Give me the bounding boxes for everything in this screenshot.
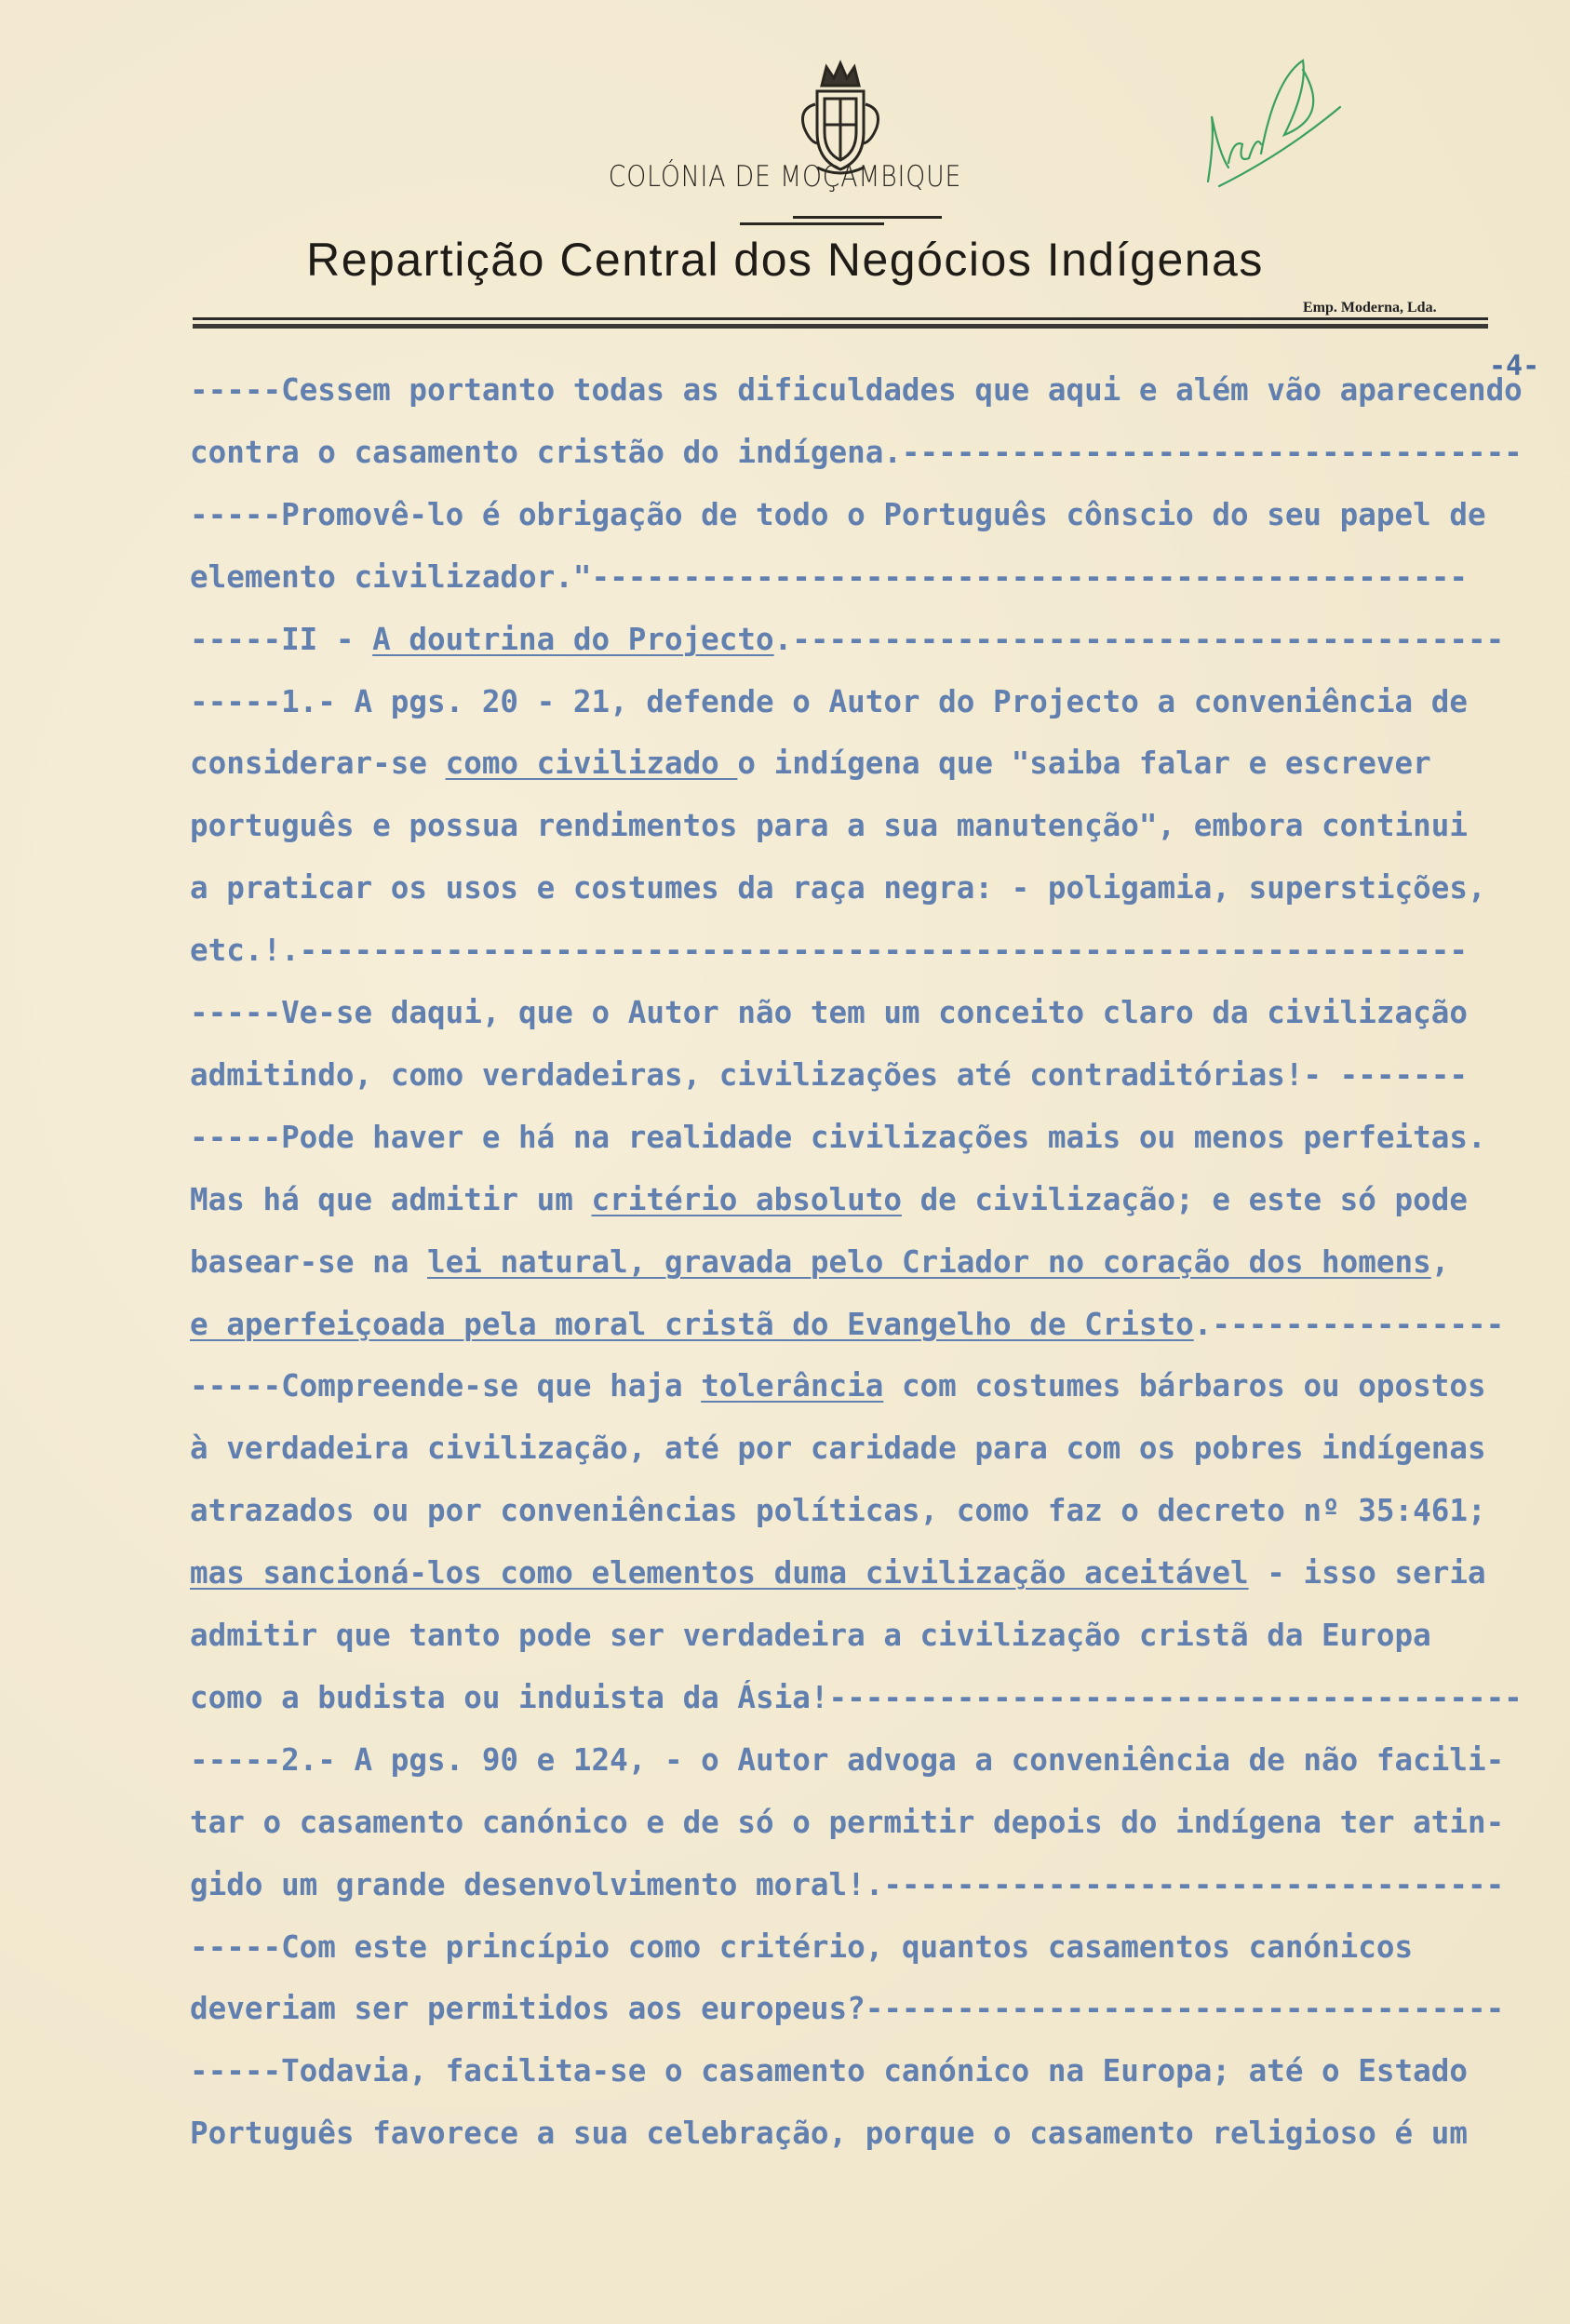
text-line	[190, 559, 1468, 595]
text-segment: como a budista ou induista da Ásia!--------------------------------------	[190, 1679, 1523, 1715]
text-segment: Português favorece a sua celebração, porque o casamento religioso é um	[190, 2116, 1468, 2152]
header-rule	[193, 324, 1488, 329]
underlined-text: lei natural, gravada pelo Criador no coração dos homens	[426, 1243, 1431, 1280]
text-line	[190, 1057, 1468, 1093]
divider	[740, 222, 884, 225]
coat-of-arms-icon	[789, 58, 892, 177]
text-segment: -----Todavia, facilita-se o casamento canónico na Europa; até o Estado	[190, 2053, 1468, 2089]
text-segment: .----------------	[1193, 1306, 1505, 1342]
text-segment: português e possua rendimentos para a sua manutenção", embora continui	[190, 808, 1468, 844]
text-line	[190, 1244, 1449, 1280]
signature-initials	[1191, 51, 1349, 191]
text-line	[190, 1618, 1431, 1653]
text-segment: elemento civilizador."------------------------------------------------	[190, 558, 1468, 595]
page-number: -4-	[1489, 350, 1540, 383]
text-line	[190, 2116, 1468, 2151]
text-segment: à verdadeira civilização, até por caridade para com os pobres indígenas	[190, 1431, 1486, 1467]
text-line	[190, 1307, 1504, 1342]
text-line	[190, 808, 1468, 843]
text-line	[190, 870, 1486, 906]
printer-imprint: Emp. Moderna, Lda.	[1303, 300, 1437, 316]
text-line	[190, 1742, 1504, 1778]
text-segment: com costumes bárbaros ou opostos	[883, 1368, 1486, 1404]
text-segment: -----Ve-se daqui, que o Autor não tem um conceito claro da civilização	[190, 995, 1468, 1030]
text-line	[190, 2053, 1468, 2089]
text-line	[190, 435, 1523, 470]
text-line	[190, 933, 1468, 968]
text-segment: gido um grande desenvolvimento moral!.----------------------------------	[190, 1866, 1505, 1902]
text-line	[190, 995, 1468, 1030]
text-segment: etc.!.----------------------------------------------------------------	[190, 933, 1468, 969]
text-segment: o indígena que "saiba falar e escrever	[737, 746, 1431, 782]
text-segment: admitindo, como verdadeiras, civilizações até contraditórias!- -------	[190, 1056, 1468, 1093]
text-line	[190, 1929, 1413, 1965]
text-segment: admitir que tanto pode ser verdadeira a civilização cristã da Europa	[190, 1618, 1431, 1653]
text-line	[190, 372, 1523, 408]
text-line	[190, 746, 1431, 781]
text-segment: -----Com este princípio como critério, quantos casamentos canónicos	[190, 1928, 1414, 1965]
underlined-text: mas sancioná-los como elementos duma civilização aceitável	[190, 1555, 1249, 1592]
text-segment: Mas há que admitir um	[190, 1181, 592, 1217]
text-segment: tar o casamento canónico e de só o permitir depois do indígena ter atin-	[190, 1804, 1505, 1840]
header-rule	[193, 317, 1488, 320]
underlined-text: tolerância	[701, 1368, 884, 1404]
divider	[793, 216, 942, 219]
text-line	[190, 1867, 1504, 1902]
text-segment: -----II -	[190, 621, 373, 657]
text-line	[190, 497, 1486, 532]
text-line	[190, 1680, 1523, 1715]
text-segment: -----Cessem portanto todas as dificuldades que aqui e além vão aparecendo	[190, 372, 1523, 408]
text-line	[190, 1555, 1486, 1591]
text-segment: de civilização; e este só pode	[901, 1181, 1468, 1217]
text-segment: considerar-se	[190, 746, 446, 782]
text-line	[190, 1120, 1486, 1155]
text-segment: atrazados ou por conveniências políticas, como faz o decreto nº 35:461;	[190, 1493, 1486, 1529]
text-segment: -----2.- A pgs. 90 e 124, - o Autor advoga a conveniência de não facili-	[190, 1741, 1505, 1778]
colony-name: COLÓNIA DE MOÇAMBIQUE	[608, 160, 962, 194]
text-segment: - isso seria	[1248, 1555, 1486, 1592]
text-segment: -----Pode haver e há na realidade civilizações mais ou menos perfeitas.	[190, 1119, 1486, 1155]
text-segment: -----Promovê-lo é obrigação de todo o Português cônscio do seu papel de	[190, 496, 1486, 532]
text-line	[190, 622, 1504, 657]
underlined-text: e aperfeiçoada pela moral cristã do Evangelho de Cristo	[190, 1306, 1194, 1342]
underlined-text: A doutrina do Projecto	[372, 621, 774, 657]
text-line	[190, 1805, 1504, 1840]
text-line	[190, 1431, 1486, 1466]
text-segment: basear-se na	[190, 1243, 427, 1280]
underlined-text: critério absoluto	[591, 1181, 902, 1217]
text-line	[190, 1368, 1486, 1404]
text-segment: -----1.- A pgs. 20 - 21, defende o Autor do Projecto a conveniência de	[190, 683, 1468, 719]
text-segment: deveriam ser permitidos aos europeus?-----------------------------------	[190, 1991, 1505, 2027]
text-line	[190, 1991, 1504, 2026]
text-line	[190, 1493, 1486, 1528]
underlined-text: como civilizado	[445, 746, 738, 782]
text-line	[190, 684, 1468, 719]
text-line	[190, 1182, 1468, 1217]
text-segment: .---------------------------------------	[773, 621, 1505, 657]
text-segment: -----Compreende-se que haja	[190, 1368, 702, 1404]
text-segment: contra o casamento cristão do indígena.----------------------------------	[190, 434, 1523, 470]
text-segment: a praticar os usos e costumes da raça negra: - poligamia, superstições,	[190, 870, 1486, 907]
department-title: Repartição Central dos Negócios Indígenas	[306, 234, 1264, 286]
text-segment: ,	[1430, 1243, 1450, 1280]
